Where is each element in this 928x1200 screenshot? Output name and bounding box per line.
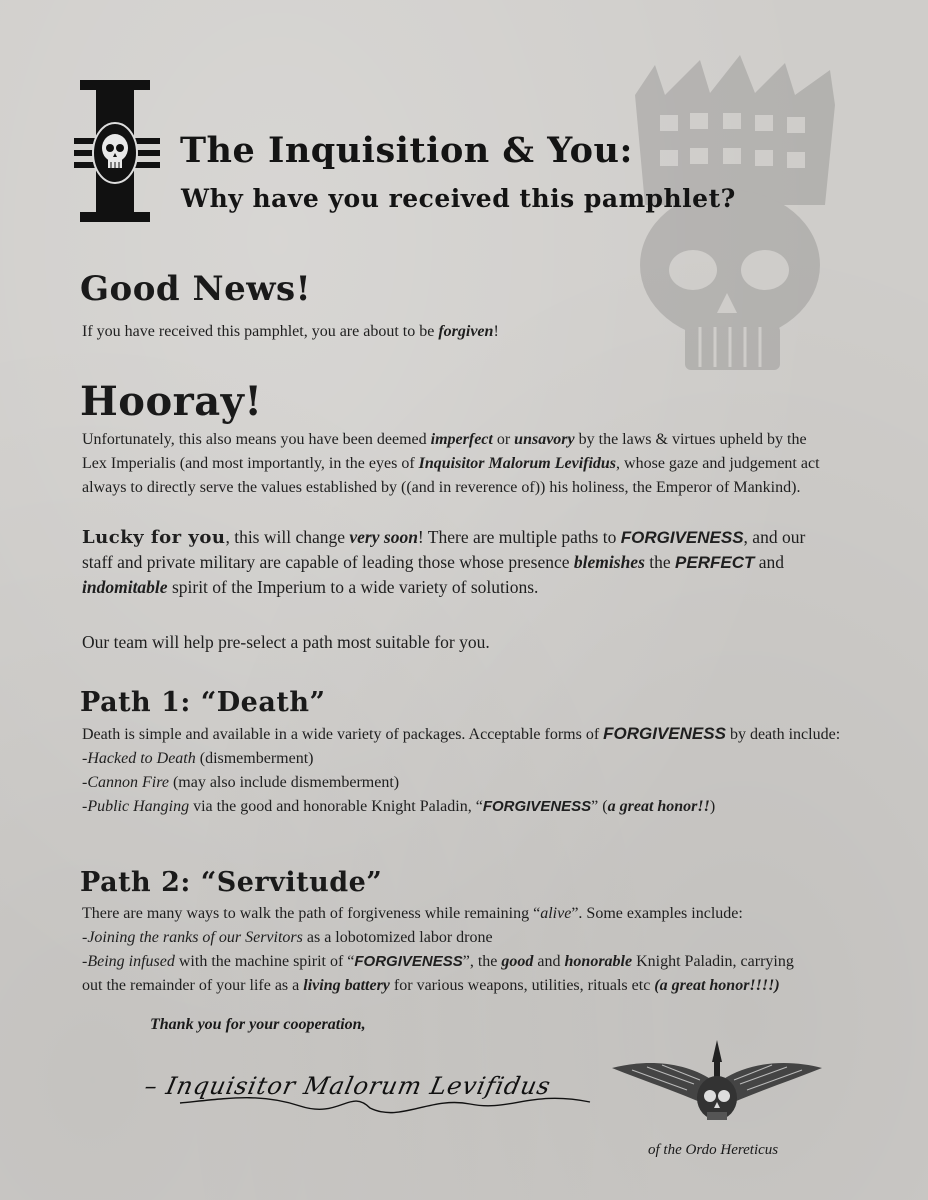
list-item: -Public Hanging via the good and honorable Knight Paladin, “FORGIVENESS” (a great honor!!) <box>82 798 716 815</box>
list-item: -Hacked to Death (dismemberment) <box>82 750 314 767</box>
crowned-skull-icon <box>615 55 855 385</box>
path2-list: There are many ways to walk the path of forgiveness while remaining “alive”. Some examples include: -Joining the ranks of our Servitors as a lobotomized labor drone -Being infused with the machine spirit of “FORGIVENESS”, the good and honorable Knight Paladin, carrying out the remainder of your life as a living battery for various weapons, utilities, rituals etc (a great honor!!!!) <box>82 902 862 998</box>
ordo-hereticus-caption: of the Ordo Hereticus <box>648 1142 779 1158</box>
list-item: -Being infused with the machine spirit of “FORGIVENESS”, the good and honorable Knight Paladin, carrying <box>82 953 794 970</box>
team-sentence: Our team will help pre-select a path most suitable for you. <box>82 632 490 652</box>
winged-skull-seal <box>612 1040 822 1130</box>
page-title: The Inquisition & You: <box>180 130 633 171</box>
inquisition-emblem <box>74 80 160 222</box>
hooray-paragraph: Unfortunately, this also means you have been deemed imperfect or unsavory by the laws & virtues upheld by the Lex Imperialis (and most importantly, in the eyes of Inquisitor Malorum Levifidus, whose gaze and judgement act always to directly serve the values established by ((and in reverence of)) his holiness, the Emperor of Mankind). <box>82 431 820 496</box>
list-item: -Cannon Fire (may also include dismemberment) <box>82 774 400 791</box>
thanks-line: Thank you for your cooperation, <box>150 1016 366 1033</box>
list-item: -Joining the ranks of our Servitors as a lobotomized labor drone <box>82 929 493 946</box>
good-news-text: If you have received this pamphlet, you are about to be forgiven! <box>82 323 499 340</box>
path1-list: Death is simple and available in a wide variety of packages. Acceptable forms of FORGIVENESS by death include: -Hacked to Death (dismemberment) -Cannon Fire (may also include dismemberment) -Public Hanging via the good and honorable Knight Paladin, “FORGIVENESS” (a great honor!!) <box>82 722 862 819</box>
good-news-heading: Good News! <box>80 269 312 309</box>
signature: – Inquisitor Malorum Levifidus <box>142 1072 554 1100</box>
winged-skull-icon <box>612 1040 822 1130</box>
inquisition-i-skull-icon <box>74 80 160 222</box>
list-item: out the remainder of your life as a living battery for various weapons, utilities, rituals etc (a great honor!!!!) <box>82 977 780 994</box>
hooray-heading: Hooray! <box>80 378 263 425</box>
path1-heading: Path 1: “Death” <box>80 687 326 718</box>
signature-flourish <box>170 1068 600 1128</box>
lucky-paragraph: Lucky for you, this will change very soon! There are multiple paths to FORGIVENESS, and our staff and private military are capable of leading those whose presence blemishes the PERFECT and indomitable spirit of the Imperium to a wide variety of solutions. <box>82 527 806 597</box>
path2-heading: Path 2: “Servitude” <box>80 867 383 898</box>
page-subtitle: Why have you received this pamphlet? <box>181 184 736 213</box>
lucky-lead: Lucky for you <box>82 527 226 548</box>
crowned-skull-watermark <box>615 55 855 385</box>
forgiven-emphasis: forgiven <box>438 323 494 340</box>
